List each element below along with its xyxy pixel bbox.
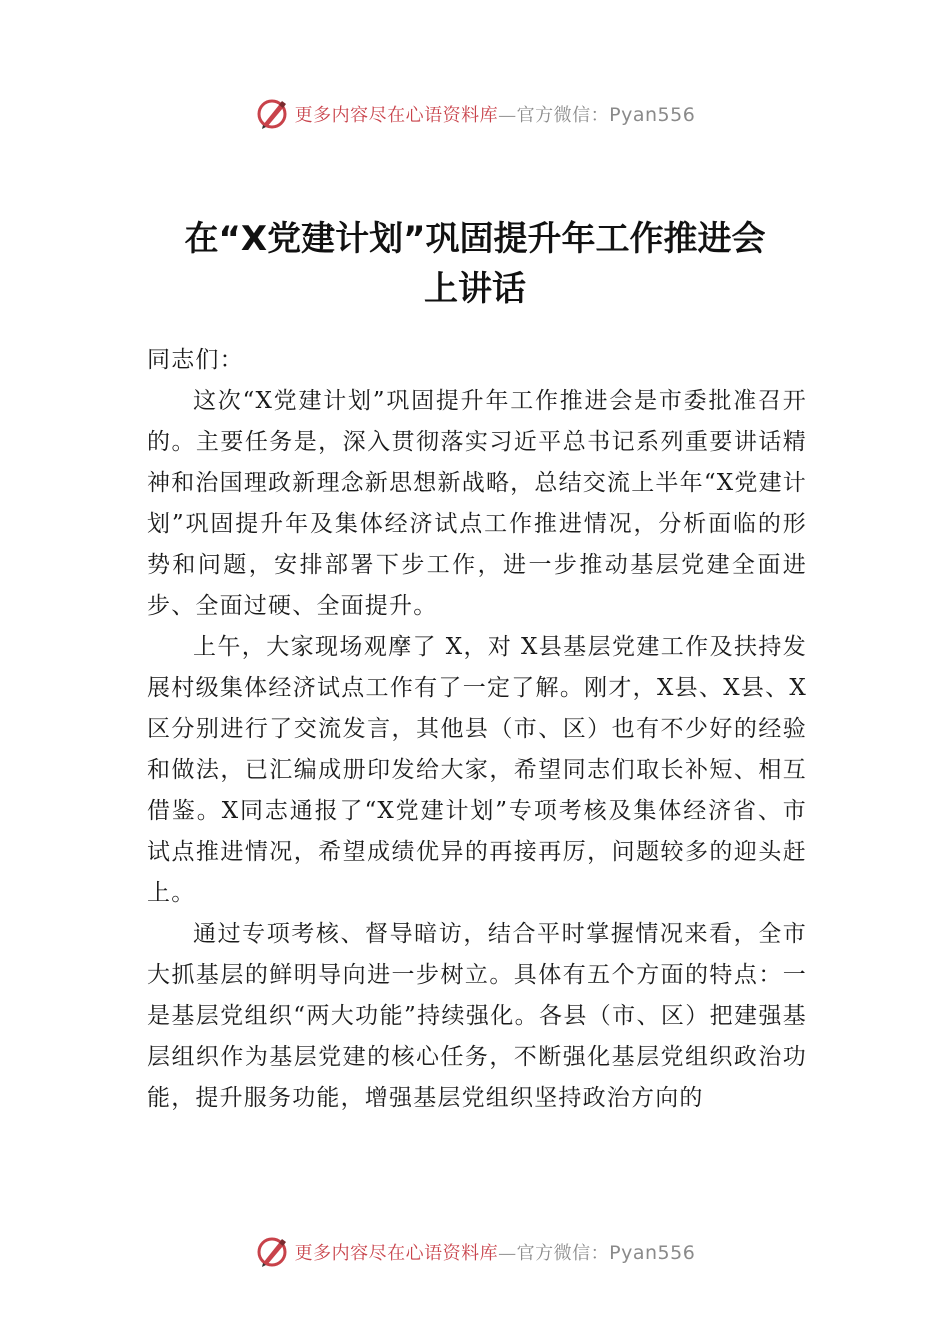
banner-library-text: 更多内容尽在心语资料库 [294, 1243, 499, 1264]
footer-banner [0, 1232, 950, 1272]
header-banner [0, 94, 950, 134]
title-line-1: 在“X党建计划”巩固提升年工作推进会 [184, 219, 766, 259]
document-body [147, 340, 807, 1119]
banner-wechat-label: 官方微信： [516, 1243, 610, 1264]
banner-wechat-id: Pyan556 [609, 1242, 696, 1264]
banner-wechat-id: Pyan556 [609, 104, 696, 126]
paragraph-3: 通过专项考核、督导暗访，结合平时掌握情况来看，全市大抓基层的鲜明导向进一步树立。具体有五个方面的特点：一是基层党组织“两大功能”持续强化。各县（市、区）把建强基层组织作为基层党建的核心任务，不断强化基层党组织政治功能，提升服务功能，增强基层党组织坚持政治方向的 [147, 921, 807, 1111]
paragraph-1: 这次“X党建计划”巩固提升年工作推进会是市委批准召开的。主要任务是，深入贯彻落实习近平总书记系列重要讲话精神和治国理政新理念新思想新战略，总结交流上半年“X党建计划”巩固提升年及集体经济试点工作推进情况，分析面临的形势和问题，安排部署下步工作，进一步推动基层党建全面进步、全面过硬、全面提升。 [147, 388, 807, 619]
banner-dash: — [498, 105, 517, 126]
pen-logo-icon [255, 1235, 289, 1269]
document-title [100, 214, 850, 314]
title-line-2: 上讲话 [424, 269, 526, 309]
banner-wechat-label: 官方微信： [516, 105, 610, 126]
pen-logo-icon [255, 97, 289, 131]
paragraph-2: 上午，大家现场观摩了 X，对 X县基层党建工作及扶持发展村级集体经济试点工作有了一定了解。刚才，X县、X县、X区分别进行了交流发言，其他县（市、区）也有不少好的经验和做法，已汇编成册印发给大家，希望同志们取长补短、相互借鉴。X同志通报了“X党建计划”专项考核及集体经济省、市试点推进情况，希望成绩优异的再接再厉，问题较多的迎头赶上。 [147, 634, 807, 906]
banner-text [295, 101, 696, 127]
salutation: 同志们： [147, 347, 244, 373]
banner-dash: — [498, 1243, 517, 1264]
banner-text [295, 1239, 696, 1265]
banner-library-text: 更多内容尽在心语资料库 [294, 105, 499, 126]
